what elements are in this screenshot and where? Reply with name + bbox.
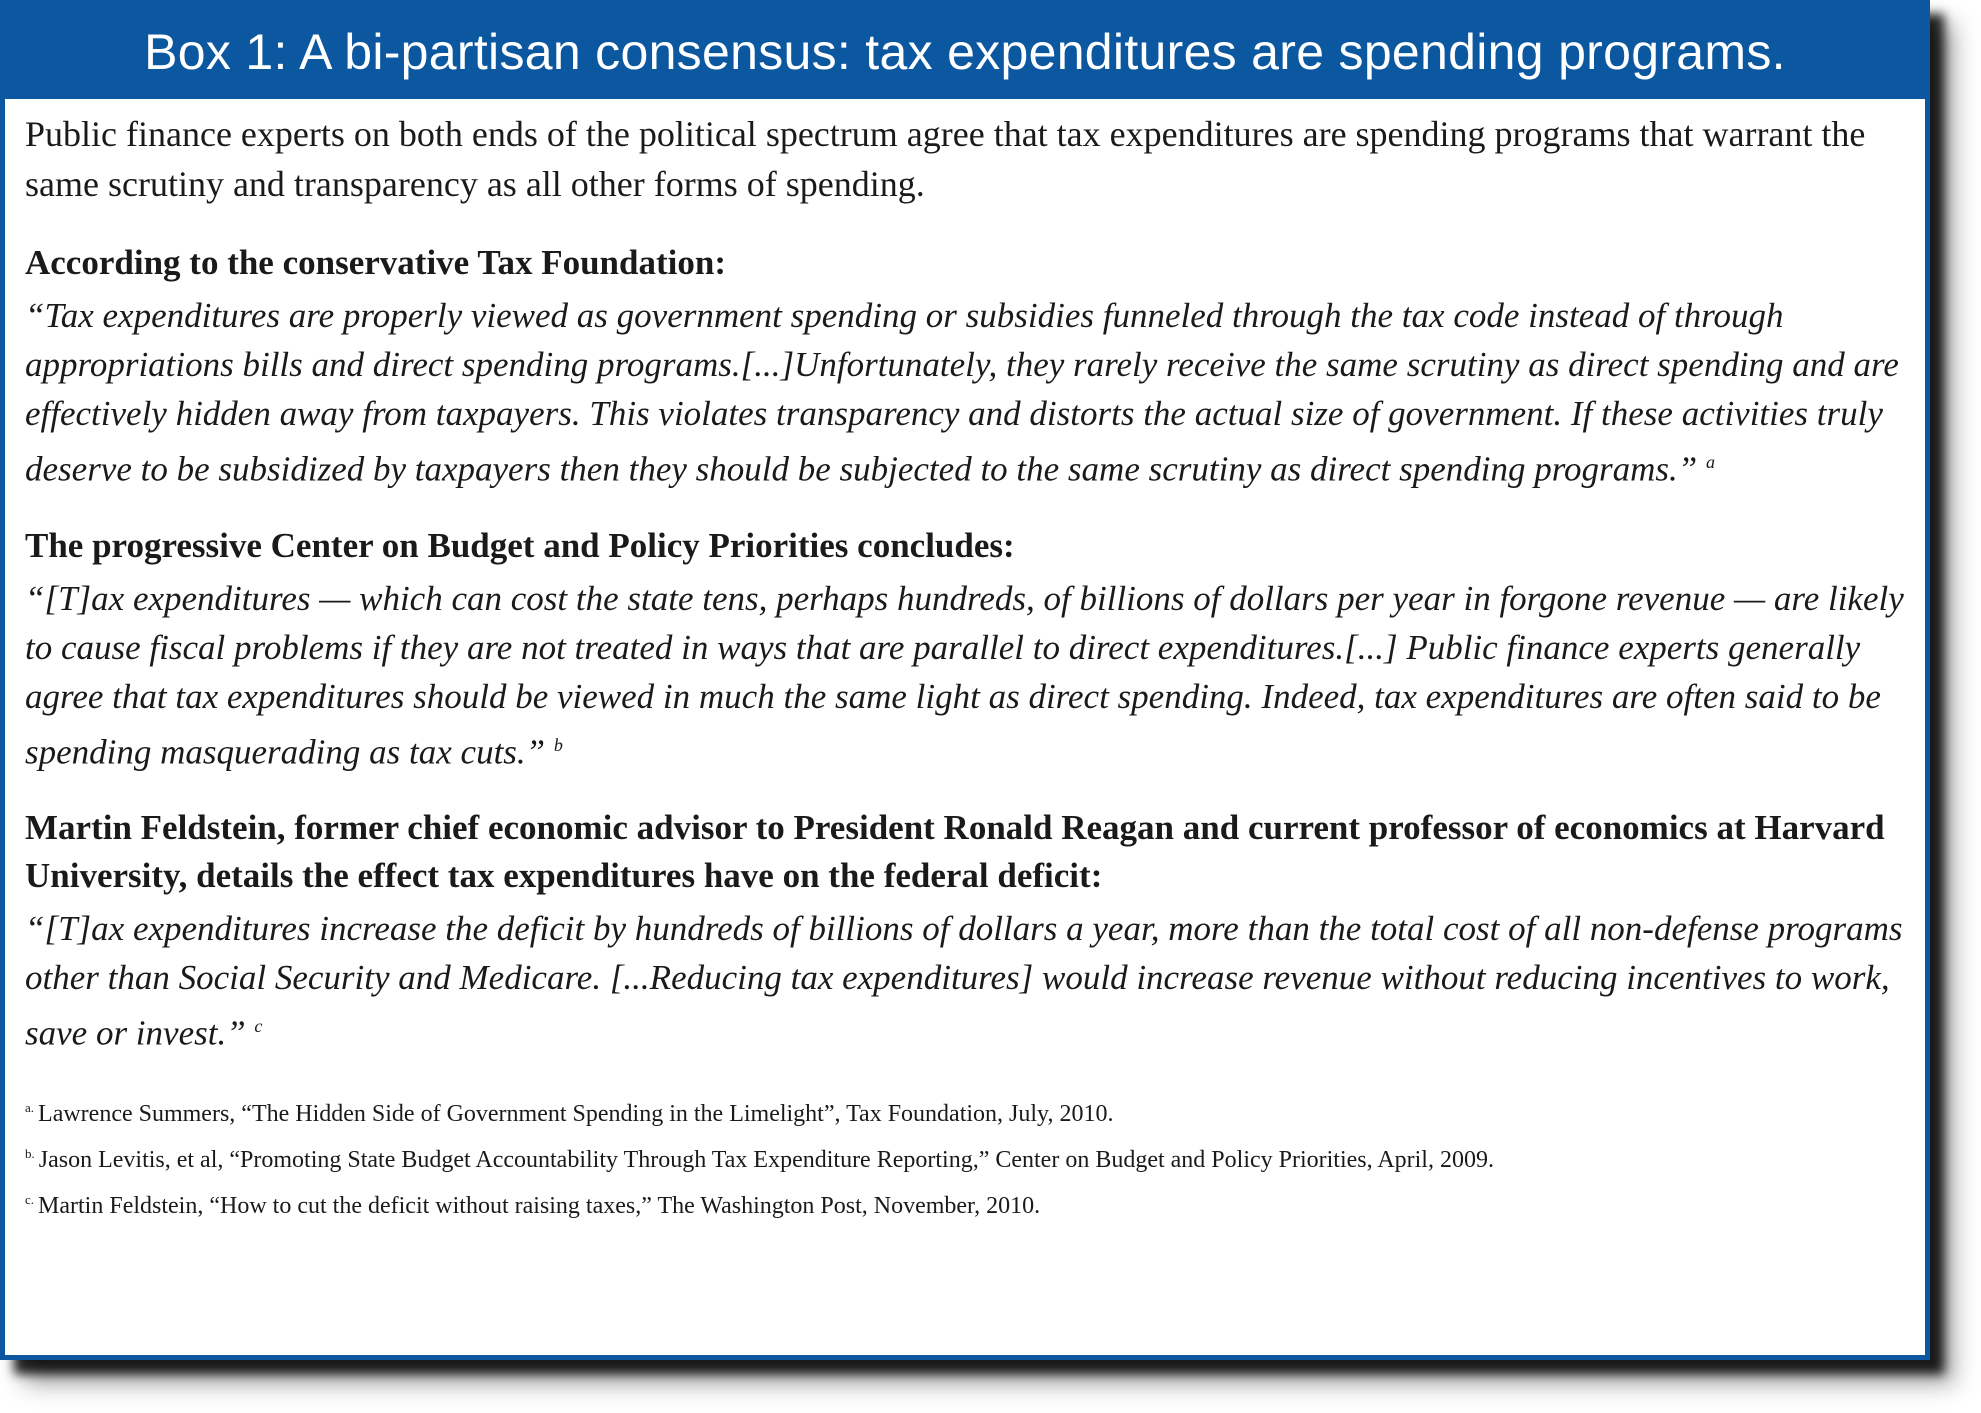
footnote-reference: b xyxy=(553,734,563,755)
section-heading: Martin Feldstein, former chief economic advisor to President Ronald Reagan and current professor of economics at Harvard University, details the effect tax expenditures have on the federal deficit: xyxy=(25,808,1885,896)
footnote-reference: c xyxy=(254,1016,263,1037)
footnotes xyxy=(25,1088,1905,1226)
intro-paragraph: Public finance experts on both ends of the political spectrum agree that tax expenditures are spending programs that warrant the same scrutiny and transparency as all other forms of spending. xyxy=(25,114,1866,204)
footnote xyxy=(25,1088,1905,1134)
quote-text: “[T]ax expenditures — which can cost the state tens, perhaps hundreds, of billions of dollars per year in forgone revenue — are likely to cause fiscal problems if they are not treated in ways that are parallel to direct expenditures.[...] Public finance experts generally agree that tax expenditures should be viewed in much the same light as direct spending. Indeed, tax expenditures are often said to be spending masquerading as tax cuts.” xyxy=(25,578,1904,772)
footnote xyxy=(25,1134,1905,1180)
footnote xyxy=(25,1180,1905,1226)
section-quote xyxy=(25,904,1905,1058)
section-tax-foundation xyxy=(25,239,1905,494)
section-heading: The progressive Center on Budget and Policy Priorities concludes: xyxy=(25,525,1015,565)
section-heading: According to the conservative Tax Foundation: xyxy=(25,243,726,282)
footnote-text: Jason Levitis, et al, “Promoting State Budget Accountability Through Tax Expenditure Reporting,” Center on Budget and Policy Priorities, April, 2009. xyxy=(38,1146,1494,1173)
quote-text: “[T]ax expenditures increase the deficit by hundreds of billions of dollars a year, more than the total cost of all non-defense programs other than Social Security and Medicare. [...Reducing tax expenditures] would increase revenue without reducing incentives to work, save or invest.” xyxy=(25,909,1903,1053)
section-cbpp xyxy=(25,522,1905,777)
footnote-reference: a xyxy=(1706,452,1716,472)
quote-text: “Tax expenditures are properly viewed as government spending or subsidies funneled through the tax code instead of through appropriations bills and direct spending programs.[...]Unfortunately, they rarely receive the same scrutiny as direct spending and are effectively hidden away from taxpayers. This violates transparency and distorts the actual size of government. If these activities truly deserve to be subsidized by taxpayers then they should be subjected to the same scrutiny as direct spending programs.” xyxy=(25,296,1899,489)
footnote-marker: b. xyxy=(25,1145,35,1161)
box-content xyxy=(25,109,1905,1226)
box-title: Box 1: A bi-partisan consensus: tax expenditures are spending programs. xyxy=(5,5,1925,99)
section-feldstein xyxy=(25,804,1905,1058)
section-quote xyxy=(25,574,1905,777)
footnote-text: Lawrence Summers, “The Hidden Side of Government Spending in the Limelight”, Tax Foundation, July, 2010. xyxy=(38,1100,1114,1127)
footnote-marker: a. xyxy=(25,1099,35,1115)
footnote-marker: c. xyxy=(25,1191,35,1207)
section-quote xyxy=(25,291,1905,494)
footnote-text: Martin Feldstein, “How to cut the deficit without raising taxes,” The Washington Post, November, 2010. xyxy=(38,1192,1041,1219)
